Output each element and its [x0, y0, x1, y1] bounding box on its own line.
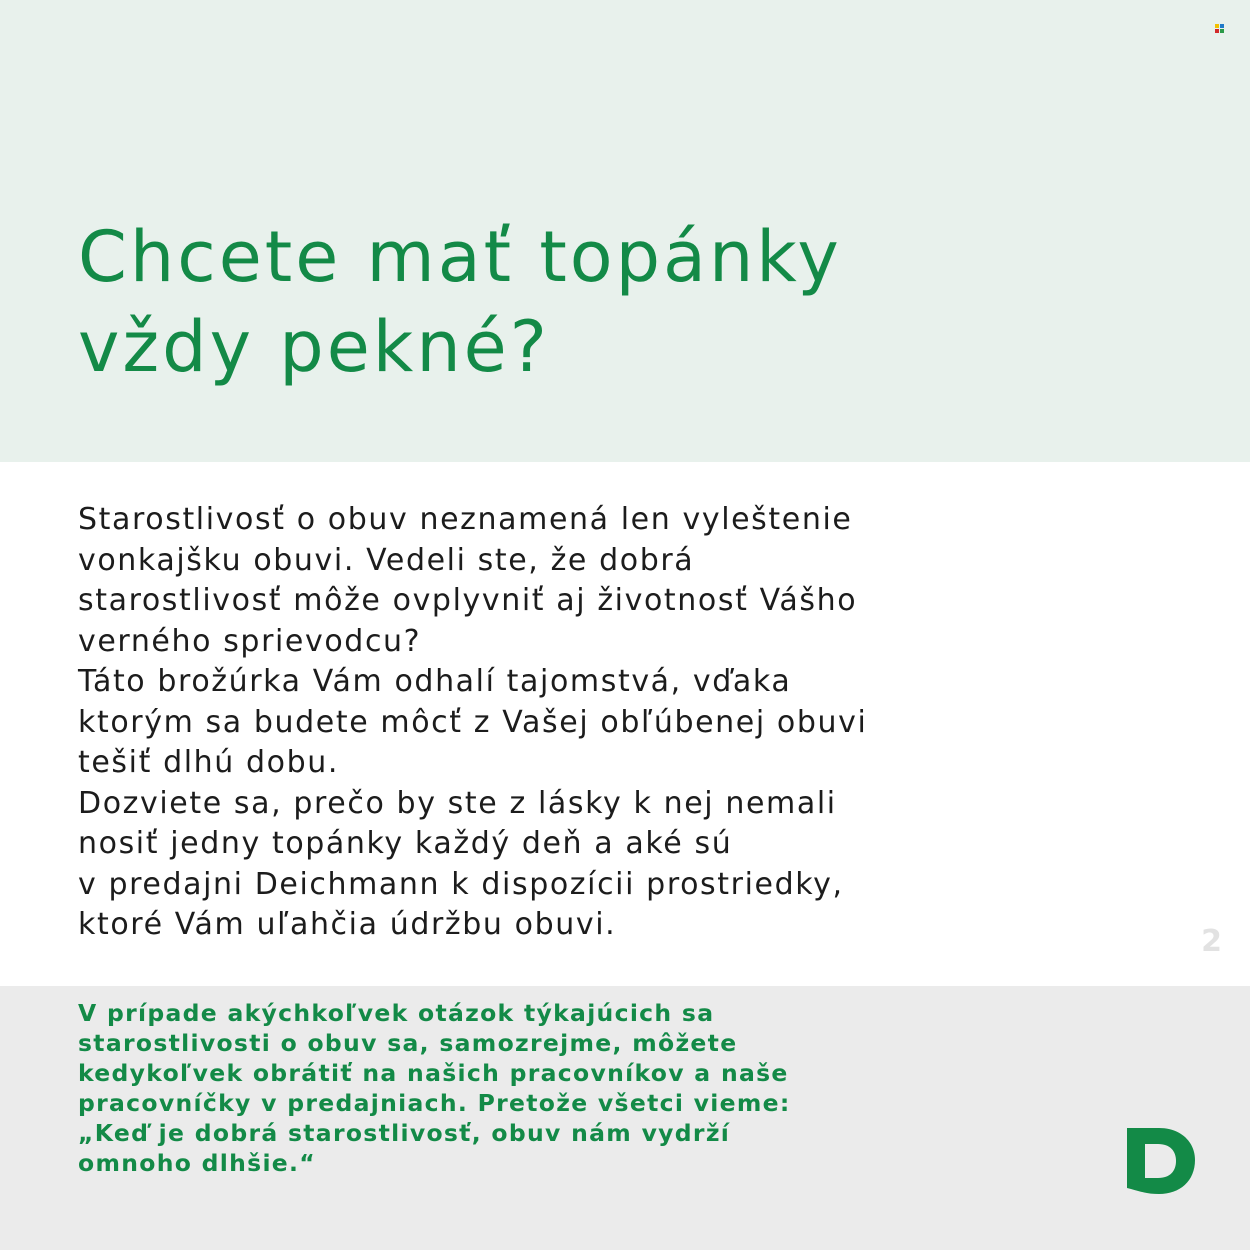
footer-line: pracovníčky v predajniach. Pretože všetci vieme: — [78, 1089, 791, 1117]
page-title-line: vždy pekné? — [78, 306, 550, 388]
footer-line: starostlivosti o obuv sa, samozrejme, môžete — [78, 1029, 738, 1057]
intro-line: tešiť dlhú dobu. — [78, 745, 340, 780]
intro-line: Dozviete sa, prečo by ste z lásky k nej nemali — [78, 785, 837, 821]
color-mark-icon — [1215, 24, 1224, 33]
footer-line: omnoho dlhšie.“ — [78, 1149, 317, 1177]
page-number: 2 — [1201, 924, 1222, 959]
footer-line: „Keď je dobrá starostlivosť, obuv nám vydrží — [78, 1119, 731, 1147]
intro-line: vonkajšku obuvi. Vedeli ste, že dobrá — [78, 542, 695, 578]
page-title-line: Chcete mať topánky — [78, 216, 842, 298]
intro-line: starostlivosť môže ovplyvniť aj životnosť Vášho — [78, 583, 858, 618]
hero-section — [0, 0, 1250, 462]
deichmann-d-logo-icon — [1125, 1126, 1197, 1196]
intro-line: v predajni Deichmann k dispozícii prostriedky, — [78, 866, 844, 902]
page-title — [78, 212, 842, 392]
intro-line: ktorým sa budete môcť z Vašej obľúbenej obuvi — [78, 704, 868, 740]
intro-line: verného sprievodcu? — [78, 623, 422, 659]
intro-line: Táto brožúrka Vám odhalí tajomstvá, vďaka — [78, 664, 792, 699]
footer-section — [0, 986, 1250, 1250]
intro-paragraph — [78, 500, 1078, 946]
footer-note — [78, 998, 978, 1178]
logo-shape — [1127, 1128, 1195, 1194]
intro-line: ktoré Vám uľahčia údržbu obuvi. — [78, 907, 617, 942]
footer-line: kedykoľvek obrátiť na našich pracovníkov a naše — [78, 1059, 789, 1087]
intro-line: nosiť jedny topánky každý deň a aké sú — [78, 826, 733, 861]
intro-line: Starostlivosť o obuv neznamená len vyleštenie — [78, 502, 853, 537]
footer-line: V prípade akýchkoľvek otázok týkajúcich sa — [78, 999, 715, 1027]
